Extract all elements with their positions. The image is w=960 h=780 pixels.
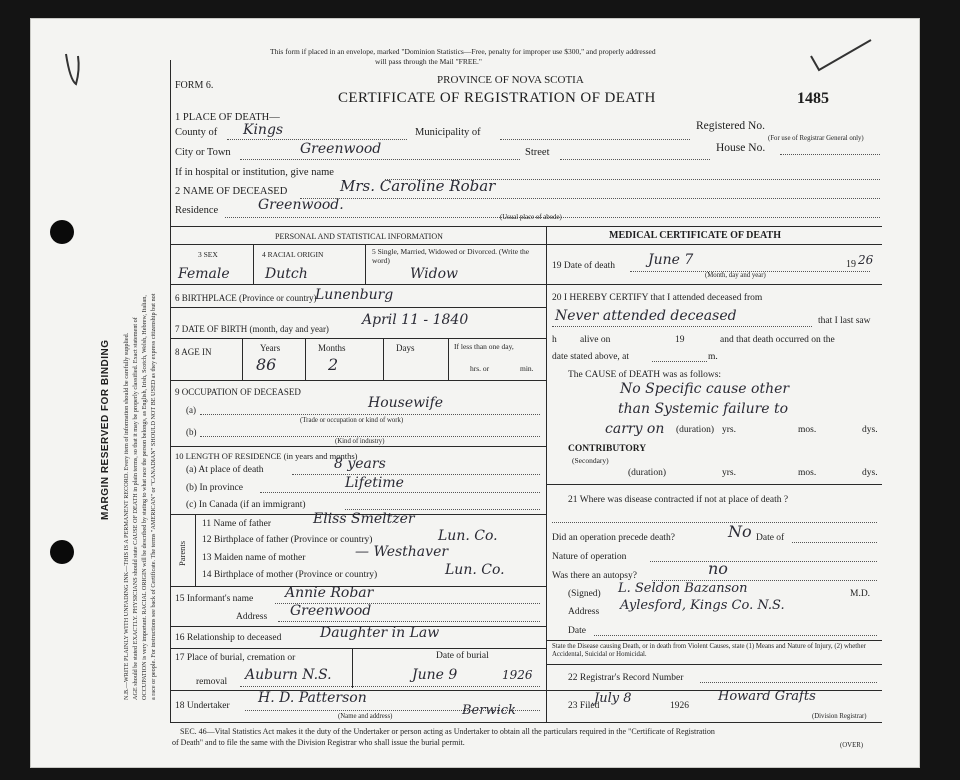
trade-a: (a) — [186, 405, 196, 415]
race-label: 4 RACIAL ORIGIN — [262, 250, 324, 259]
mail-notice-2: will pass through the Mail "FREE." — [375, 57, 482, 66]
county-value: Kings — [243, 122, 284, 138]
in-canada-label: (c) In Canada (if an immigrant) — [186, 500, 306, 510]
medical-heading: MEDICAL CERTIFICATE OF DEATH — [609, 230, 781, 241]
operation-label: Did an operation precede death? — [552, 533, 675, 543]
marital-value: Widow — [410, 266, 458, 282]
occupation-label: 9 OCCUPATION OF DECEASED — [175, 387, 301, 397]
margin-notice-2: AGE should be stated EXACTLY. PHYSICIANS should state CAUSE OF DEATH in plain terms, so that it may be properly classified. Exact statement of — [132, 317, 139, 700]
months-value: 2 — [328, 355, 339, 374]
alive-on-label: alive on — [580, 335, 611, 345]
mos-label-2: mos. — [798, 468, 817, 478]
registered-no-label: Registered No. — [696, 120, 765, 132]
residence-value: Greenwood. — [258, 197, 344, 213]
relationship-value: Daughter in Law — [320, 625, 440, 641]
margin-notice-1: N.B.—WRITE PLAINLY WITH UNFADING INK—THIS IS A PERMANENT RECORD. Every item of information should be carefully supplied. — [123, 332, 130, 700]
footer-line-2: of Death" and to file the same with the Division Registrar who shall issue the burial permit. — [172, 738, 465, 747]
mother-label: 13 Maiden name of mother — [202, 553, 306, 563]
city-value: Greenwood — [300, 141, 382, 157]
deceased-name: Mrs. Caroline Robar — [340, 177, 496, 195]
signed-label: (Signed) — [568, 589, 601, 599]
min-label: min. — [520, 364, 534, 373]
m-label: m. — [708, 352, 718, 362]
filed-label: 23 Filed — [568, 701, 600, 711]
autopsy-label: Was there an autopsy? — [552, 571, 637, 581]
physician-address: Aylesford, Kings Co. N.S. — [620, 598, 785, 613]
last-saw-label: that I last saw — [818, 316, 871, 326]
father-label: 11 Name of father — [202, 519, 272, 529]
division-note: (Division Registrar) — [812, 713, 867, 720]
date-note: (Month, day and year) — [705, 272, 766, 279]
removal-label: removal — [196, 677, 228, 687]
death-year: 26 — [858, 253, 874, 267]
age-label: 8 AGE IN — [175, 347, 212, 357]
form-number: FORM 6. — [175, 80, 214, 91]
in-province-label: (b) In province — [186, 483, 243, 493]
registrar-note: (For use of Registrar General only) — [768, 135, 864, 142]
marital-label: 5 Single, Married, Widowed or Divorced. (Write the word) — [372, 247, 530, 265]
cause-line-1: No Specific cause other — [620, 381, 790, 397]
certify-label: 20 I HEREBY CERTIFY that I attended deceased from — [552, 293, 763, 303]
place-of-death-heading: 1 PLACE OF DEATH— — [175, 112, 280, 123]
race-value: Dutch — [265, 266, 308, 282]
mother-birthplace-label: 14 Birthplace of mother (Province or country) — [202, 570, 378, 580]
occurred-label: and that death occurred on the — [720, 335, 835, 345]
md-label: M.D. — [850, 589, 871, 599]
physician-address-label: Address — [568, 607, 600, 617]
sex-value: Female — [178, 266, 230, 282]
informant-value: Annie Robar — [285, 585, 374, 601]
relationship-label: 16 Relationship to deceased — [175, 633, 282, 643]
autopsy-value: no — [708, 559, 728, 578]
street-label: Street — [525, 147, 550, 158]
years-value: 86 — [256, 355, 277, 374]
attended-value: Never attended deceased — [555, 308, 737, 324]
years-label: Years — [260, 343, 281, 353]
informant-label: 15 Informant's name — [175, 594, 254, 604]
burial-date: June 9 — [412, 667, 458, 683]
nature-label: Nature of operation — [552, 552, 627, 562]
months-label: Months — [318, 343, 346, 353]
father-birthplace-label: 12 Birthplace of father (Province or country) — [202, 535, 373, 545]
date-burial-label: Date of burial — [436, 651, 489, 661]
operation-date-label: Date of — [756, 533, 785, 543]
registrar-signature: Howard Grafts — [718, 689, 816, 704]
operation-value: No — [728, 522, 752, 541]
birthplace-value: Lunenburg — [315, 287, 394, 303]
sex-label: 3 SEX — [198, 250, 218, 259]
margin-label: MARGIN RESERVED FOR BINDING — [100, 339, 111, 520]
deceased-name-label: 2 NAME OF DECEASED — [175, 186, 288, 197]
date-of-death-label: 19 Date of death — [552, 261, 616, 271]
check-mark-icon-right — [805, 36, 875, 76]
burial-label: 17 Place of burial, cremation or — [175, 653, 296, 663]
physician-signature: L. Seldon Bazanson — [618, 581, 748, 596]
province-heading: PROVINCE OF NOVA SCOTIA — [437, 74, 584, 86]
dys-label-2: dys. — [862, 468, 878, 478]
occupation-value: Housewife — [368, 395, 444, 411]
death-year-prefix: 19 — [846, 259, 856, 270]
personal-heading: PERSONAL AND STATISTICAL INFORMATION — [275, 232, 443, 241]
alive-year-prefix: 19 — [675, 335, 685, 345]
date-above-label: date stated above, at — [552, 352, 630, 362]
mail-notice: This form if placed in an envelope, marked "Dominion Statistics—Free, penalty for improper use $300," and properly addressed — [270, 47, 656, 56]
undertaker-label: 18 Undertaker — [175, 701, 230, 711]
trade-note: (Trade or occupation or kind of work) — [300, 417, 404, 424]
dob-value: April 11 - 1840 — [362, 312, 469, 328]
filed-year: 1926 — [670, 701, 689, 711]
industry-note: (Kind of industry) — [335, 438, 385, 445]
check-mark-icon — [62, 50, 86, 90]
cause-line-3: carry on — [605, 421, 665, 437]
burial-place: Auburn N.S. — [245, 667, 332, 683]
yrs-label-2: yrs. — [722, 468, 736, 478]
medical-date-label: Date — [568, 626, 586, 636]
hospital-label: If in hospital or institution, give name — [175, 167, 334, 178]
registrar-record-label: 22 Registrar's Record Number — [568, 673, 684, 683]
footer-over: (OVER) — [840, 742, 864, 749]
cause-line-2: than Systemic failure to — [618, 401, 789, 417]
cause-label: The CAUSE of DEATH was as follows: — [568, 370, 722, 380]
footer-line-1: SEC. 46—Vital Statistics Act makes it the duty of the Undertaker or person acting as Undertaker to obtain all the particulars required in the "Certificate of Registration — [180, 727, 715, 736]
city-label: City or Town — [175, 147, 231, 158]
duration-label-1: (duration) — [676, 425, 714, 435]
undertaker-note: (Name and address) — [338, 713, 393, 720]
dys-label-1: dys. — [862, 425, 878, 435]
punch-hole-bottom — [50, 540, 74, 564]
q21-label: 21 Where was disease contracted if not at place of death ? — [568, 495, 789, 505]
father-birthplace-value: Lun. Co. — [438, 528, 498, 544]
father-value: Eliss Smeltzer — [313, 511, 415, 527]
mos-label-1: mos. — [798, 425, 817, 435]
undertaker-name: H. D. Patterson — [258, 690, 367, 706]
violent-note: State the Disease causing Death, or in death from Violent Causes, state (1) Means and Nature of Injury, (2) whether Accidental, Suicidal or Homicidal. — [552, 643, 866, 658]
hrs-label: hrs. or — [470, 364, 490, 373]
days-label: Days — [396, 343, 415, 353]
certificate-title: CERTIFICATE OF REGISTRATION OF DEATH — [338, 90, 656, 106]
residence-note: (Usual place of abode) — [500, 214, 562, 221]
margin-notice-3: OCCUPATION is very important. RACIAL ORIGIN will be described by stating to what race the person belongs, as English, Irish, Scotch, Welsh, Hebrew, Italian, — [141, 295, 148, 700]
dob-label: 7 DATE OF BIRTH (month, day and year) — [175, 324, 329, 334]
date-of-death: June 7 — [648, 252, 694, 268]
residence-length-heading: 10 LENGTH OF RESIDENCE (in years and months) — [175, 451, 358, 461]
mother-value: — Westhaver — [355, 544, 449, 560]
informant-address: Greenwood — [290, 603, 372, 619]
county-label: County of — [175, 127, 218, 138]
informant-address-label: Address — [236, 612, 268, 622]
at-place-value: 8 years — [334, 456, 386, 472]
filed-date: July 8 — [594, 691, 632, 706]
at-place-label: (a) At place of death — [186, 465, 264, 475]
residence-label: Residence — [175, 205, 219, 216]
duration-label-2: (duration) — [628, 468, 666, 478]
birthplace-label: 6 BIRTHPLACE (Province or country) — [175, 293, 317, 303]
in-province-value: Lifetime — [345, 475, 404, 491]
municipality-label: Municipality of — [415, 127, 481, 138]
yrs-label-1: yrs. — [722, 425, 736, 435]
mother-birthplace-value: Lun. Co. — [445, 562, 505, 578]
certificate-number: 1485 — [797, 90, 829, 107]
trade-b: (b) — [186, 427, 197, 437]
margin-notice-4: a race or people. For instructions see back of Certificate. The terms "AMERICAN" or "CANADIAN" SHOULD NOT BE USED as they express citizenship but not — [150, 293, 157, 700]
punch-hole-top — [50, 220, 74, 244]
secondary-label: (Secondary) — [572, 456, 609, 465]
parents-label: Parents — [177, 540, 187, 566]
house-no-label: House No. — [716, 142, 766, 154]
undertaker-address: Berwick — [462, 703, 516, 718]
h-label: h — [552, 335, 557, 345]
burial-year: 1926 — [502, 668, 533, 682]
less-day-label: If less than one day, — [454, 342, 514, 351]
contributory-label: CONTRIBUTORY — [568, 444, 647, 454]
